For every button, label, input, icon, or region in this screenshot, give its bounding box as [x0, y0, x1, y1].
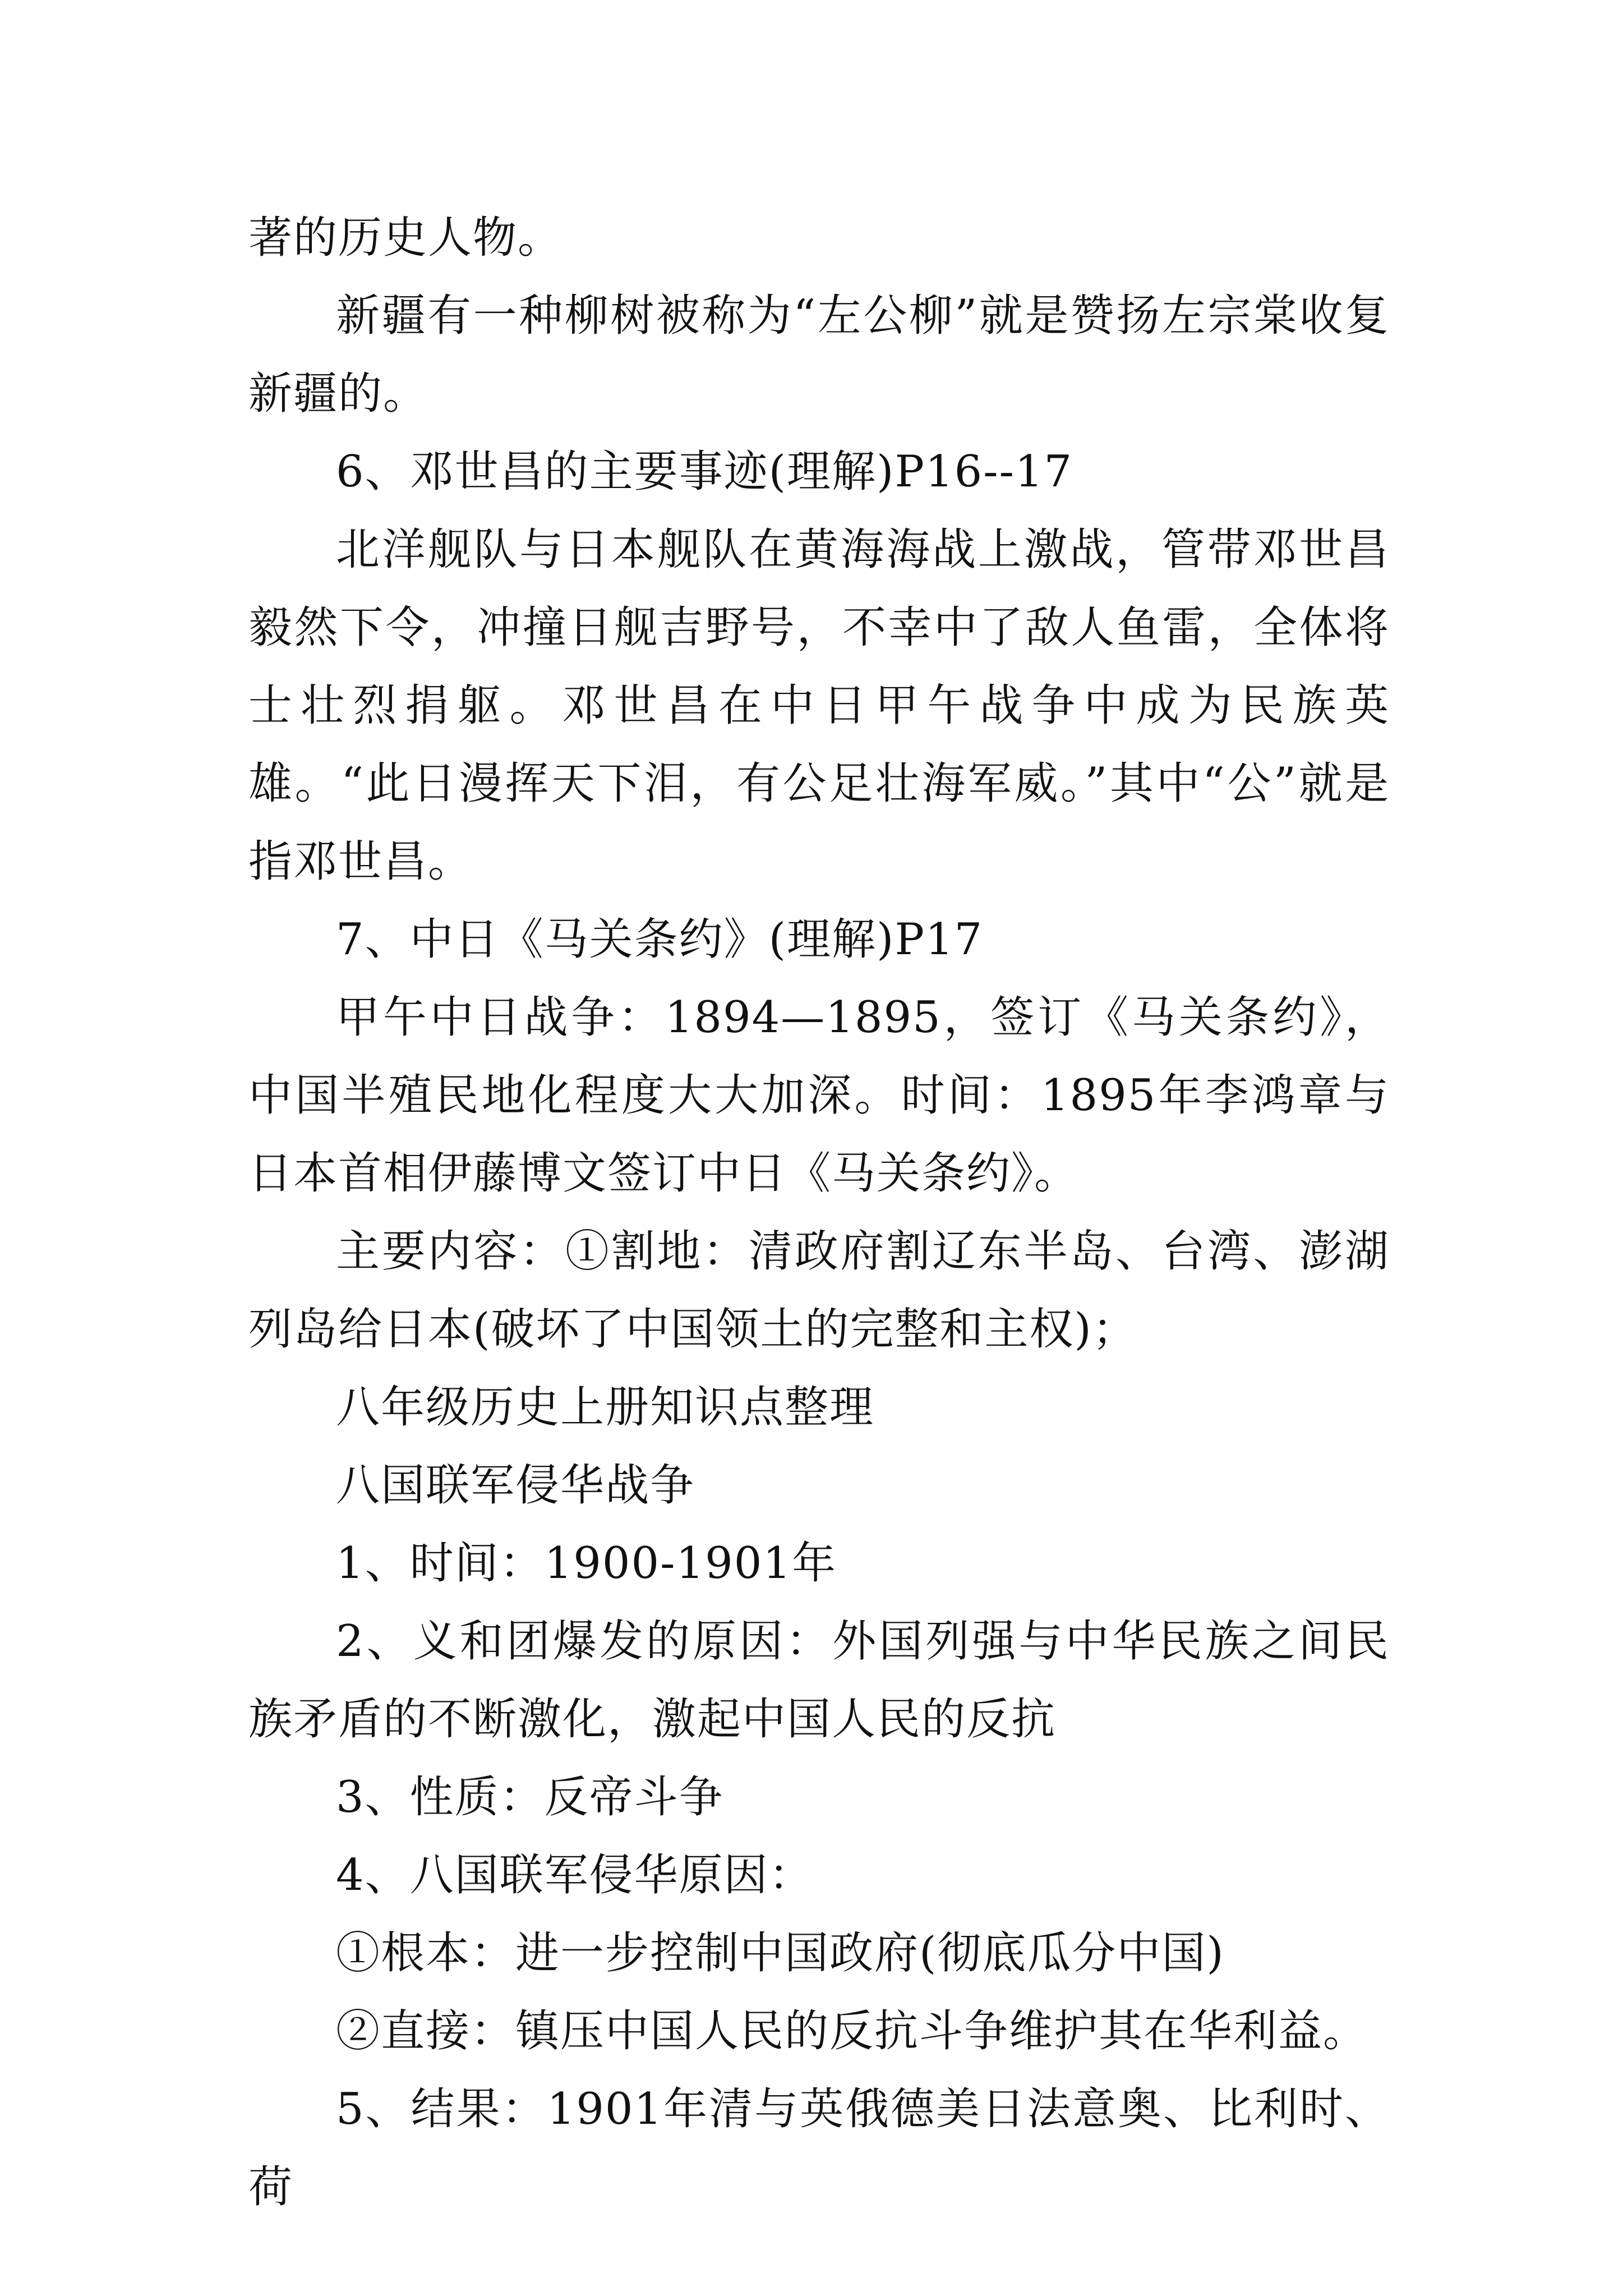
paragraph-deng-shichang-deeds: 北洋舰队与日本舰队在黄海海战上激战，管带邓世昌毅然下令，冲撞日舰吉野号，不幸中了敌人鱼雷，全体将士壮烈捐躯。邓世昌在中日甲午战争中成为民族英雄。“此日漫挥天下泪，有公足壮海军威。”其中“公”就是指邓世昌。 — [248, 524, 1390, 887]
list-item-direct-cause: ②直接：镇压中国人民的反抗斗争维护其在华利益。 — [336, 2006, 1368, 2056]
list-item-boxer-cause: 2、义和团爆发的原因：外国列强与中华民族之间民族矛盾的不断激化，激起中国人民的反抗 — [248, 1616, 1390, 1745]
heading-eight-nation-alliance: 八国联军侵华战争 — [336, 1460, 695, 1511]
section-title: 八年级历史上册知识点整理 — [336, 1382, 875, 1433]
paragraph-zuo-gong-liu: 新疆有一种柳树被称为“左公柳”就是赞扬左宗棠收复新疆的。 — [248, 291, 1390, 419]
list-item-nature: 3、性质：反帝斗争 — [336, 1772, 724, 1823]
heading-treaty-of-shimonoseki: 7、中日《马关条约》(理解)P17 — [336, 914, 984, 965]
heading-deng-shichang: 6、邓世昌的主要事迹(理解)P16--17 — [336, 447, 1073, 497]
document-body — [248, 199, 1390, 2226]
paragraph-sino-japanese-war: 甲午中日战争：1894—1895，签订《马关条约》，中国半殖民地化程度大大加深。时间：1895年李鸿章与日本首相伊藤博文签订中日《马关条约》。 — [248, 992, 1390, 1199]
paragraph-treaty-content: 主要内容：①割地：清政府割辽东半岛、台湾、澎湖列岛给日本(破坏了中国领土的完整和主权)； — [248, 1226, 1390, 1355]
list-item-root-cause: ①根本：进一步控制中国政府(彻底瓜分中国) — [336, 1928, 1225, 1978]
list-item-invasion-cause: 4、八国联军侵华原因： — [336, 1850, 814, 1901]
list-item-time: 1、时间：1900-1901年 — [336, 1538, 837, 1589]
list-item-result: 5、结果：1901年清与英俄德美日法意奥、比利时、荷 — [248, 2084, 1390, 2212]
paragraph-continuation: 著的历史人物。 — [248, 213, 563, 263]
